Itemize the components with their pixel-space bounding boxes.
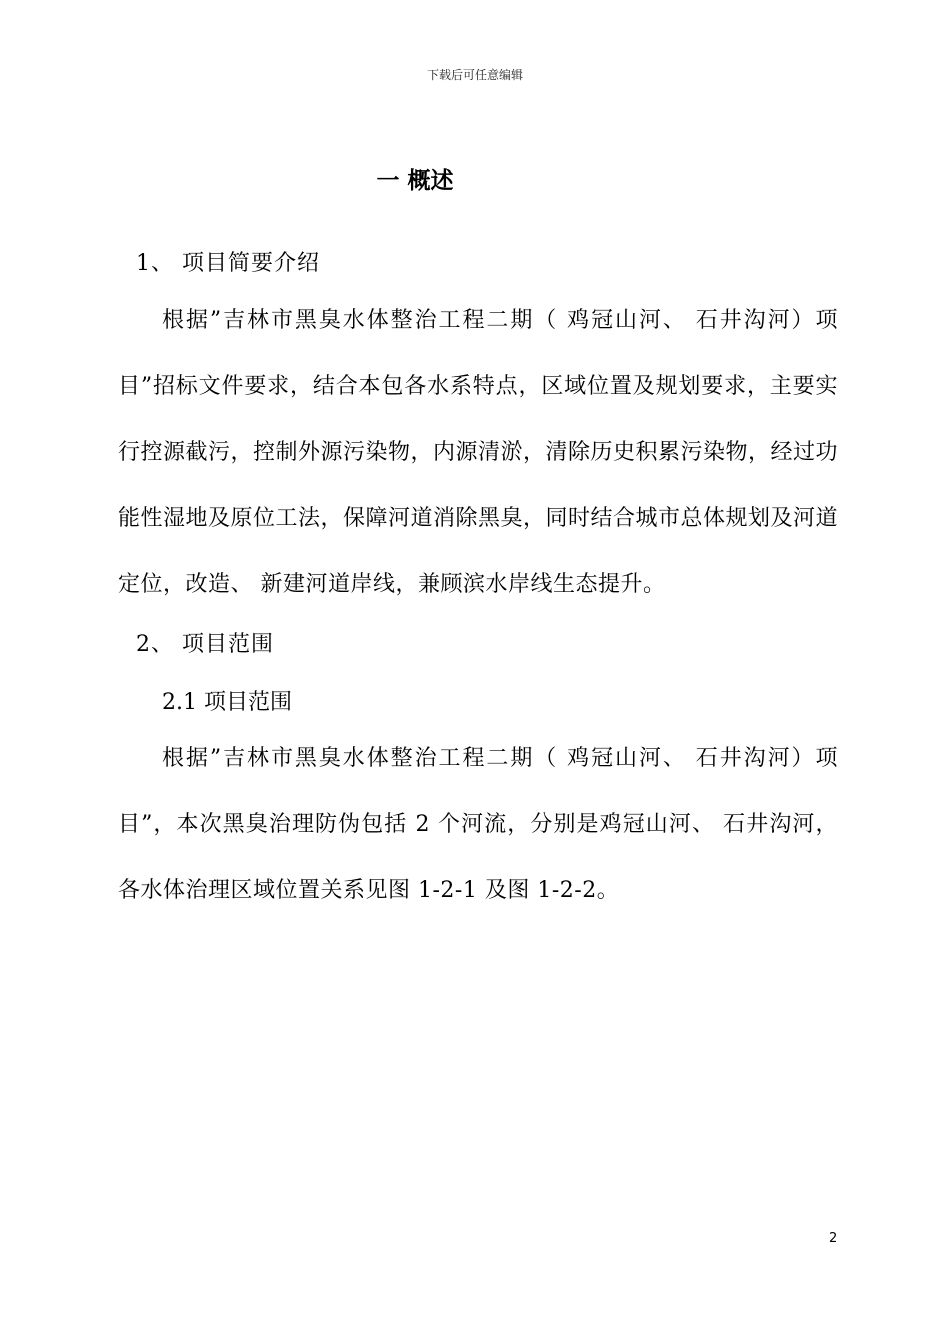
paragraph-intro: 根据”吉林市黑臭水体整治工程二期（ 鸡冠山河、 石井沟河）项目”招标文件要求，结合本包各水系特点，区域位置及规划要求，主要实行控源截污，控制外源污染物，内源清淤，清除历史积累污染物，经过功能性湿地及原位工法，保障河道消除黑臭，同时结合城市总体规划及河道定位，改造、 新建河道岸线，兼顾滨水岸线生态提升。 [118, 308, 839, 597]
subsection-heading: 2.1 项目范围 [162, 690, 292, 715]
section-number: 1、 [136, 251, 174, 276]
paragraph-scope: 根据”吉林市黑臭水体整治工程二期（ 鸡冠山河、 石井沟河）项目”，本次黑臭治理防伪包括 2 个河流，分别是鸡冠山河、 石井沟河，各水体治理区域位置关系见图 1-2-1 及图 1-2-2。 [118, 746, 838, 903]
header-note: 下载后可任意编辑 [426, 68, 523, 82]
section-number: 2、 [136, 632, 174, 657]
section-title: 项目范围 [182, 632, 275, 657]
section-title: 项目简要介绍 [182, 251, 321, 276]
chapter-title: 一 概述 [376, 168, 454, 194]
section-heading-1 [136, 246, 320, 277]
page-number: 2 [829, 1231, 838, 1246]
section-heading-2 [136, 627, 274, 658]
